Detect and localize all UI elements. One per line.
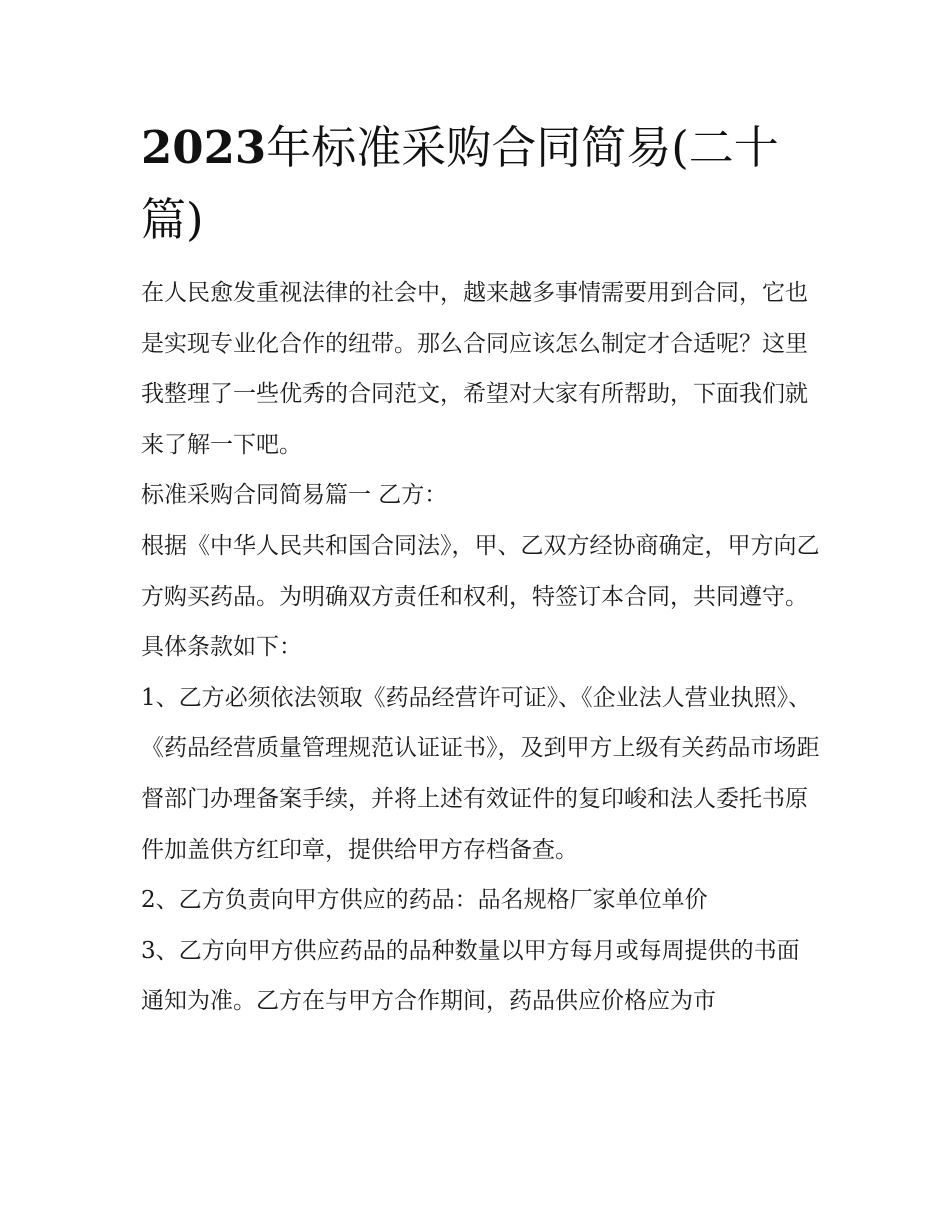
preamble-paragraph: 根据《中华人民共和国合同法》，甲、乙双方经协商确定，甲方向乙方购买药品。为明确双方责任和权利，特签订本合同，共同遵守。具体条款如下： [141,532,820,661]
document-title [141,112,821,256]
clause-2-paragraph: 2、乙方负责向甲方供应的药品：品名规格厂家单位单价 [141,887,708,914]
title-text: 年标准采购合同简易(二十篇) [141,121,779,246]
document-body [141,268,821,1027]
document-content [141,112,821,1027]
section-heading: 标准采购合同简易篇一 乙方： [141,482,448,509]
title-year: 2023 [141,121,267,174]
clause-3-paragraph: 3、乙方向甲方供应药品的品种数量以甲方每月或每周提供的书面通知为准。乙方在与甲方合作期间，药品供应价格应为市 [141,937,800,1015]
intro-paragraph: 在人民愈发重视法律的社会中，越来越多事情需要用到合同，它也是实现专业化合作的纽带。那么合同应该怎么制定才合适呢？这里我整理了一些优秀的合同范文，希望对大家有所帮助，下面我们就来了解一下吧。 [141,280,808,458]
clause-1-paragraph: 1、乙方必须依法领取《药品经营许可证》、《企业法人营业执照》、《药品经营质量管理规范认证证书》，及到甲方上级有关药品市场距督部门办理备案手续，并将上述有效证件的复印峻和法人委托书原件加盖供方红印章，提供给甲方存档备查。 [141,684,820,863]
